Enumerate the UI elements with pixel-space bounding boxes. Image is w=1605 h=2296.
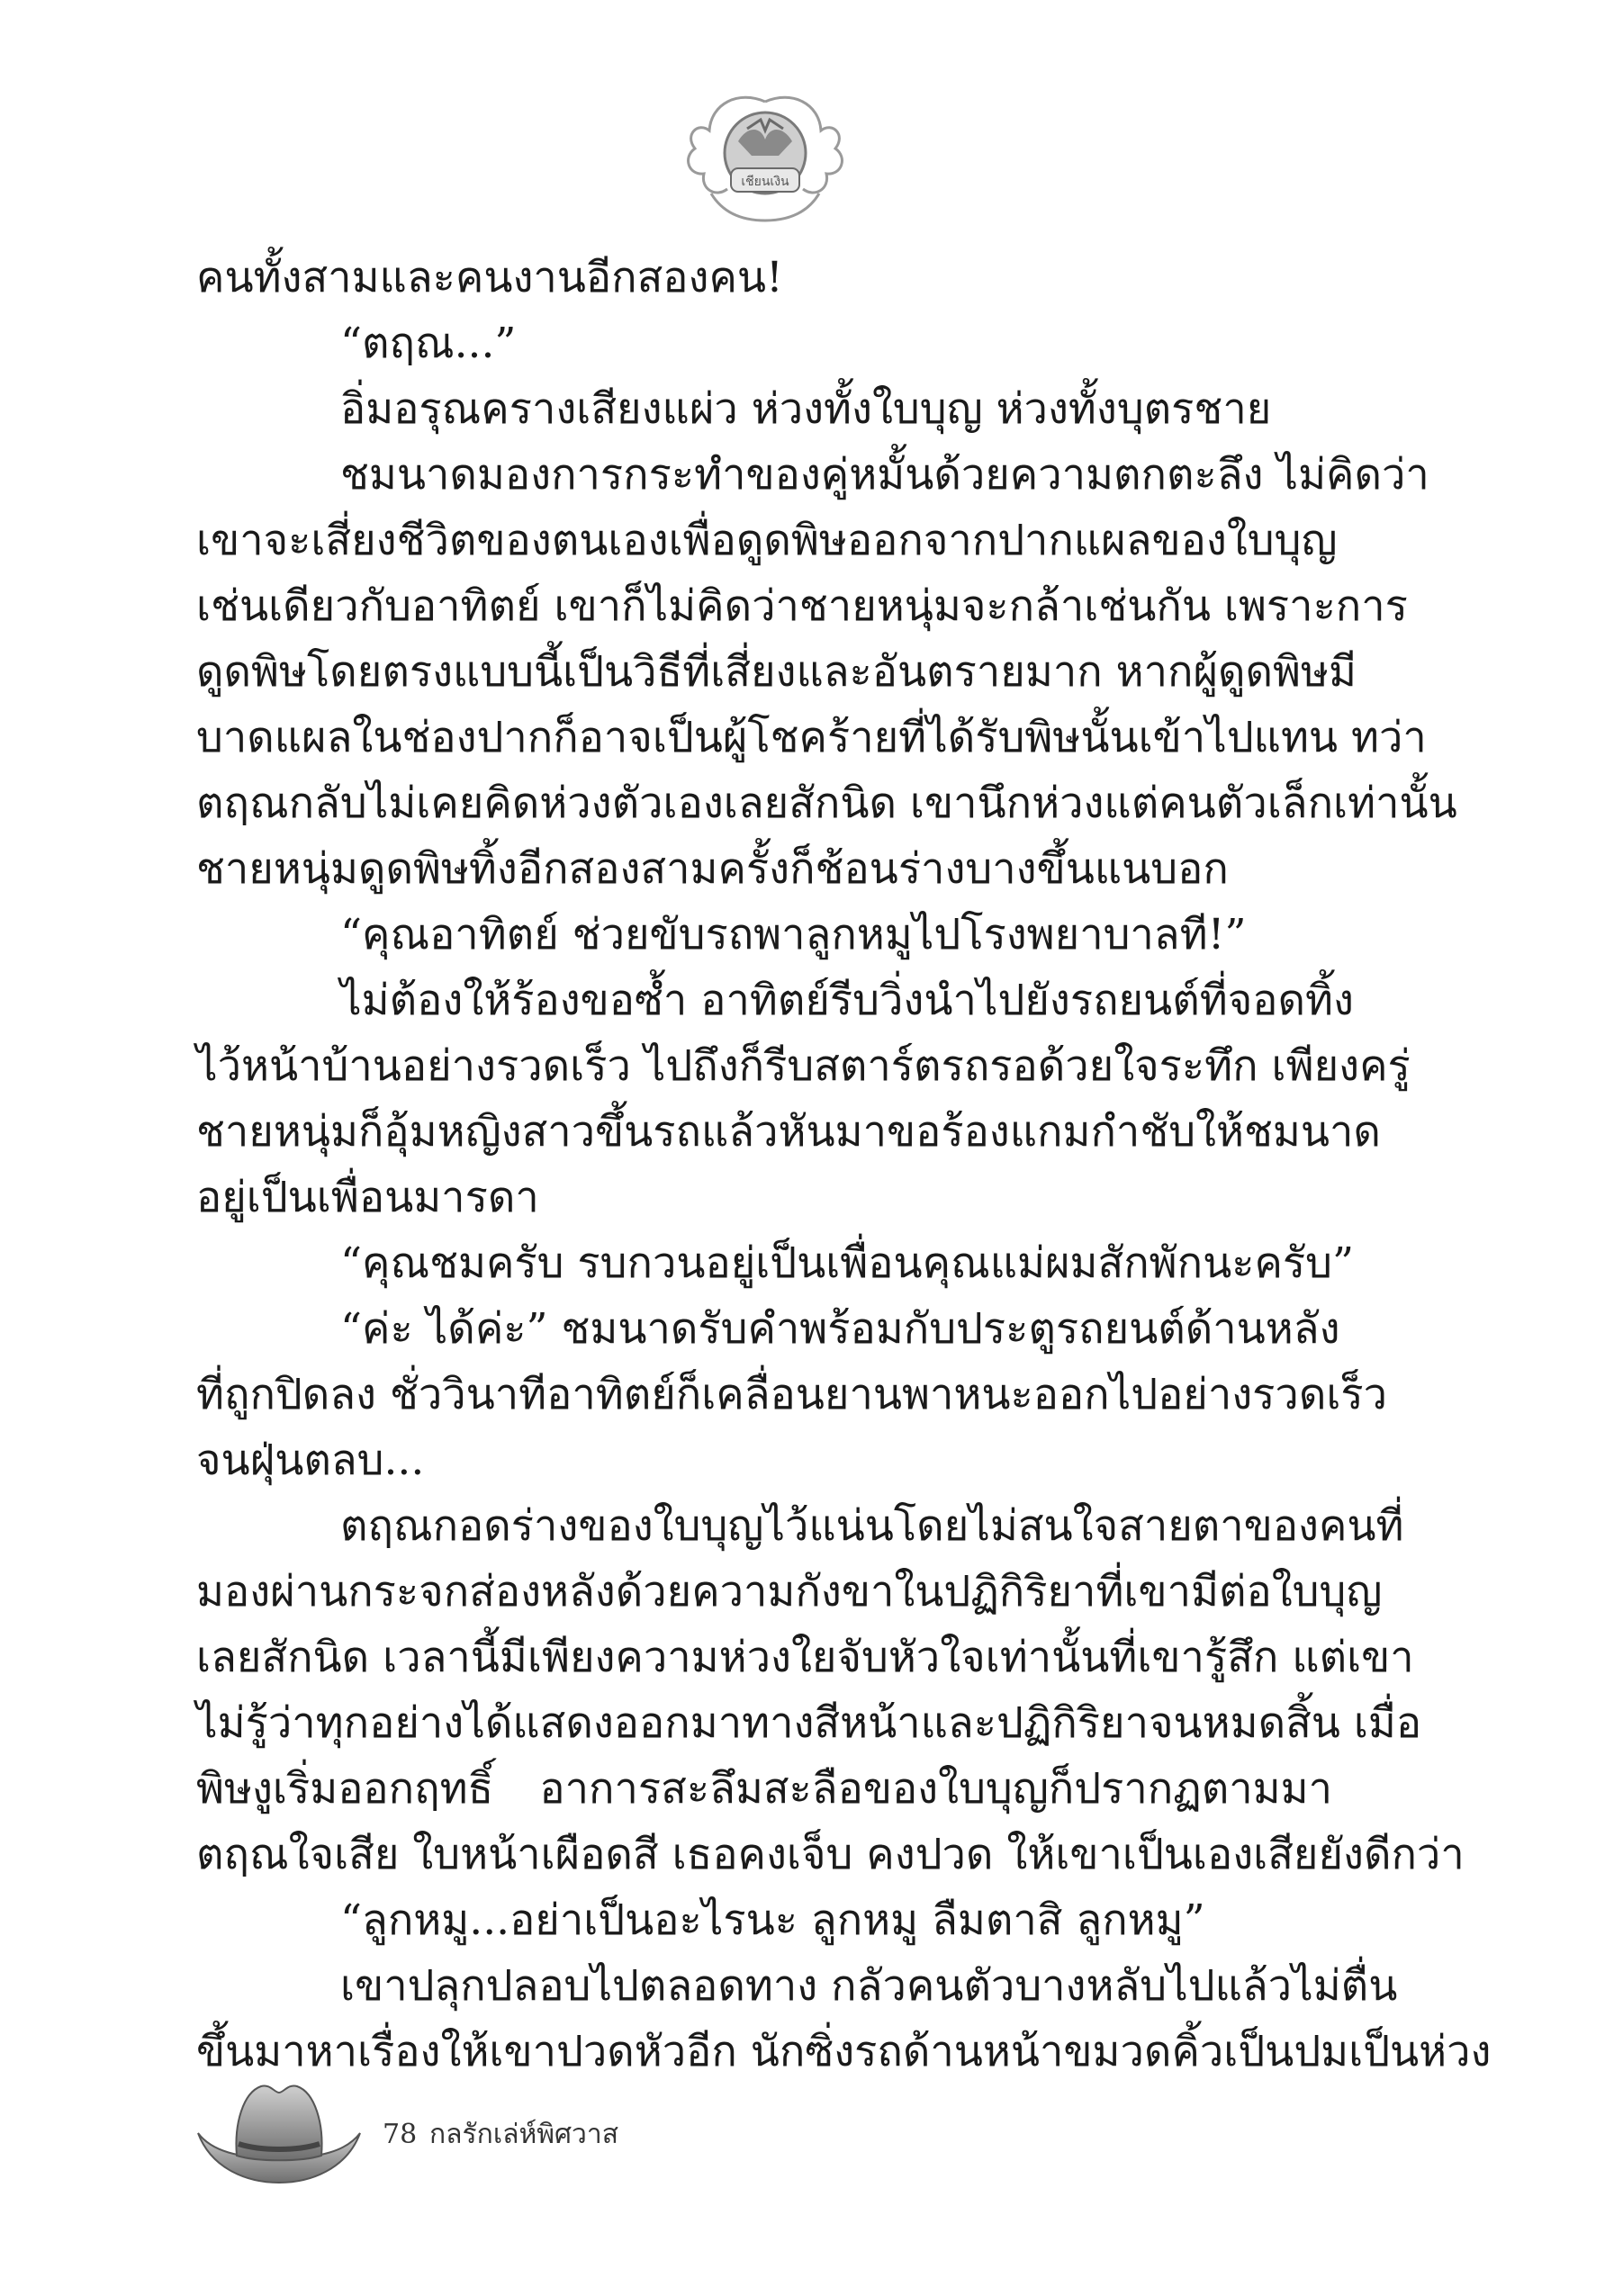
text-line: ไม่รู้ว่าทุกอย่างได้แสดงออกมาทางสีหน้าและปฏิกิริยาจนหมดสิ้น เมื่อ: [196, 1698, 1422, 1748]
text-line: ตฤณกอดร่างของใบบุญไว้แน่นโดยไม่สนใจสายตาของคนที่: [340, 1501, 1404, 1551]
text-line: “ลูกหมู...อย่าเป็นอะไรนะ ลูกหมู ลืมตาสิ ลูกหมู”: [340, 1895, 1205, 1945]
text-line: ชมนาดมองการกระทำของคู่หมั้นด้วยความตกตะลึง ไม่คิดว่า: [340, 450, 1429, 500]
text-line: เลยสักนิด เวลานี้มีเพียงความห่วงใยจับหัวใจเท่านั้นที่เขารู้สึก แต่เขา: [196, 1633, 1414, 1682]
page-footer: [194, 2070, 734, 2187]
text-line: ขึ้นมาหาเรื่องให้เขาปวดหัวอีก นักซิ่งรถด้านหน้าขมวดคิ้วเป็นปมเป็นห่วง: [196, 2027, 1492, 2076]
text-line: เขาจะเสี่ยงชีวิตของตนเองเพื่อดูดพิษออกจากปากแผลของใบบุญ: [196, 516, 1338, 565]
text-line: ตฤณกลับไม่เคยคิดห่วงตัวเองเลยสักนิด เขานึกห่วงแต่คนตัวเล็กเท่านั้น: [196, 779, 1457, 828]
page-body: [196, 245, 1492, 2084]
text-line: “ค่ะ ได้ค่ะ” ชมนาดรับคำพร้อมกับประตูรถยนต์ด้านหลัง: [340, 1304, 1340, 1354]
text-line: เขาปลุกปลอบไปตลอดทาง กลัวคนตัวบางหลับไปแล้วไม่ตื่น: [340, 1961, 1398, 2011]
text-line: จนฝุ่นตลบ...: [196, 1436, 425, 1485]
text-line: ชายหนุ่มดูดพิษทิ้งอีกสองสามครั้งก็ช้อนร่างบางขึ้นแนบอก: [196, 844, 1229, 894]
text-line: ที่ถูกปิดลง ชั่ววินาทีอาทิตย์ก็เคลื่อนยานพาหนะออกไปอย่างรวดเร็ว: [196, 1370, 1388, 1419]
text-line: ชายหนุ่มก็อุ้มหญิงสาวขึ้นรถแล้วหันมาขอร้องแกมกำชับให้ชมนาด: [196, 1107, 1381, 1157]
text-line: อยู่เป็นเพื่อนมารดา: [196, 1173, 539, 1222]
text-line: ไว้หน้าบ้านอย่างรวดเร็ว ไปถึงก็รีบสตาร์ตรถรอด้วยใจระทึก เพียงครู่: [196, 1041, 1411, 1091]
cowboy-hat-icon: [194, 2070, 365, 2187]
text-line: ไม่ต้องให้ร้องขอซ้ำ อาทิตย์รีบวิ่งนำไปยังรถยนต์ที่จอดทิ้ง: [340, 976, 1354, 1025]
text-line: ตฤณใจเสีย ใบหน้าเผือดสี เธอคงเจ็บ คงปวด ให้เขาเป็นเองเสียยังดีกว่า: [196, 1830, 1465, 1879]
text-line: มองผ่านกระจกส่องหลังด้วยความกังขาในปฏิกิริยาที่เขามีต่อใบบุญ: [196, 1567, 1383, 1616]
text-line: พิษงูเริ่มออกฤทธิ์ อาการสะลึมสะลือของใบบุญก็ปรากฏตามมา: [196, 1764, 1332, 1814]
text-line: “คุณชมครับ รบกวนอยู่เป็นเพื่อนคุณแม่ผมสักพักนะครับ”: [340, 1238, 1355, 1288]
text-line: “ตฤณ...”: [340, 319, 517, 368]
book-emblem-icon: [675, 86, 855, 230]
text-line: “คุณอาทิตย์ ช่วยขับรถพาลูกหมูไปโรงพยาบาลที!”: [340, 910, 1247, 959]
text-line: ดูดพิษโดยตรงแบบนี้เป็นวิธีที่เสี่ยงและอันตรายมาก หากผู้ดูดพิษมี: [196, 647, 1357, 697]
page-number: 78: [383, 2119, 418, 2150]
book-title: กลรักเล่ห์พิศวาส: [429, 2119, 619, 2150]
text-line: อิ่มอรุณครางเสียงแผ่ว ห่วงทั้งใบบุญ ห่วงทั้งบุตรชาย: [340, 384, 1272, 434]
text-line: คนทั้งสามและคนงานอีกสองคน!: [196, 253, 783, 302]
text-line: เช่นเดียวกับอาทิตย์ เขาก็ไม่คิดว่าชายหนุ่มจะกล้าเช่นกัน เพราะการ: [196, 581, 1408, 631]
text-line: บาดแผลในช่องปากก็อาจเป็นผู้โชคร้ายที่ได้รับพิษนั้นเข้าไปแทน ทว่า: [196, 713, 1427, 762]
emblem-label: เชียนเงิน: [741, 175, 789, 189]
